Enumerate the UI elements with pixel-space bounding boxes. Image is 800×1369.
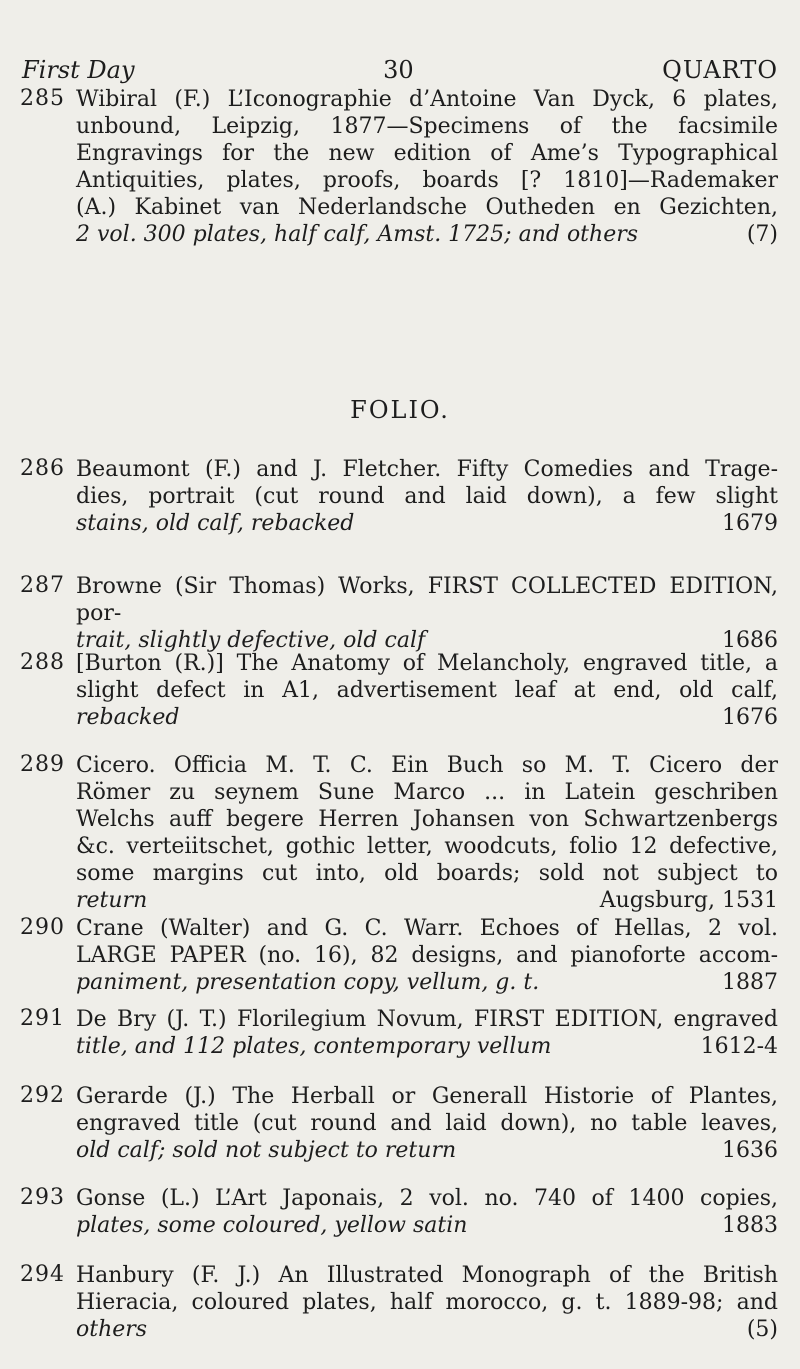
page-number: 30	[383, 56, 414, 84]
description-line: (A.) Kabinet van Nederlandsche Outheden en Gezichten,	[76, 195, 778, 220]
lot-number: 291	[20, 1006, 65, 1031]
lot-entry	[20, 1006, 778, 1060]
lot-entry	[20, 1083, 778, 1164]
description-line: Crane (Walter) and G. C. Warr. Echoes of Hellas, 2 vol.	[76, 916, 778, 941]
description-final-line	[76, 969, 778, 996]
description-final-line	[76, 887, 778, 914]
description-line: rebacked	[76, 705, 180, 730]
lot-date: 1686	[722, 628, 778, 653]
description-line: trait, slightly defective, old calf	[76, 628, 426, 653]
description-final-line	[76, 510, 778, 537]
description-final-line	[76, 704, 778, 731]
lot-description	[76, 456, 778, 537]
lot-number: 292	[20, 1083, 65, 1108]
lot-entry	[20, 1185, 778, 1239]
description-line: old calf; sold not subject to return	[76, 1138, 457, 1163]
description-line: Browne (Sir Thomas) Works, FIRST COLLECTED EDITION, por-	[76, 574, 778, 626]
lot-description	[76, 650, 778, 731]
lot-entry	[20, 573, 778, 654]
page-header	[22, 56, 778, 84]
lot-description	[76, 573, 778, 654]
lot-date: 1883	[722, 1213, 778, 1238]
description-line: LARGE PAPER (no. 16), 82 designs, and pianoforte accom-	[76, 943, 778, 968]
lot-description	[76, 1262, 778, 1343]
lot-date: 1887	[722, 970, 778, 995]
description-line: others	[76, 1317, 148, 1342]
lot-date: 1636	[722, 1138, 778, 1163]
lot-description	[76, 915, 778, 996]
description-line: some margins cut into, old boards; sold not subject to	[76, 861, 778, 886]
description-line: plates, some coloured, yellow satin	[76, 1213, 468, 1238]
lot-entry	[20, 752, 778, 914]
lot-entry	[20, 915, 778, 996]
description-line: slight defect in A1, advertisement leaf at end, old calf,	[76, 678, 778, 703]
description-line: Wibiral (F.) L’Iconographie d’Antoine Van Dyck, 6 plates,	[76, 87, 778, 112]
description-line: dies, portrait (cut round and laid down), a few slight	[76, 484, 778, 509]
description-line: &c. verteiitschet, gothic letter, woodcuts, folio 12 defective,	[76, 834, 778, 859]
description-line: Hanbury (F. J.) An Illustrated Monograph of the British	[76, 1263, 778, 1288]
description-final-line	[76, 1212, 778, 1239]
description-line: return	[76, 888, 148, 913]
description-line: [Burton (R.)] The Anatomy of Melancholy, engraved title, a	[76, 651, 778, 676]
lot-date: 1679	[722, 511, 778, 536]
description-final-line	[76, 1137, 778, 1164]
lot-description	[76, 752, 778, 914]
section-heading: FOLIO.	[350, 396, 450, 424]
header-format: QUARTO	[662, 56, 778, 84]
lot-description	[76, 86, 778, 248]
lot-number: 290	[20, 915, 65, 940]
description-final-line	[76, 1033, 778, 1060]
lot-number: 287	[20, 573, 65, 598]
lot-date: (7)	[746, 222, 778, 247]
description-line: paniment, presentation copy, vellum, g. t.	[76, 970, 540, 995]
description-line: De Bry (J. T.) Florilegium Novum, FIRST EDITION, engraved	[76, 1007, 778, 1032]
lot-entry	[20, 456, 778, 537]
description-line: Gerarde (J.) The Herball or Generall Historie of Plantes,	[76, 1084, 778, 1109]
lot-date: 1676	[722, 705, 778, 730]
lot-number: 286	[20, 456, 65, 481]
description-line: Cicero. Officia M. T. C. Ein Buch so M. T. Cicero der	[76, 753, 778, 778]
lot-number: 285	[20, 86, 65, 111]
lot-number: 294	[20, 1262, 65, 1287]
description-line: Römer zu seynem Sune Marco ... in Latein geschriben	[76, 780, 778, 805]
description-line: 2 vol. 300 plates, half calf, Amst. 1725; and others	[76, 222, 639, 247]
lot-entry	[20, 650, 778, 731]
lot-entry	[20, 1262, 778, 1343]
lot-description	[76, 1083, 778, 1164]
lot-number: 288	[20, 650, 65, 675]
lot-description	[76, 1185, 778, 1239]
description-line: Gonse (L.) L’Art Japonais, 2 vol. no. 740 of 1400 copies,	[76, 1186, 778, 1211]
description-line: Welchs auff begere Herren Johansen von Schwartzenbergs	[76, 807, 778, 832]
description-final-line	[76, 1316, 778, 1343]
lot-date: (5)	[746, 1317, 778, 1342]
description-line: engraved title (cut round and laid down), no table leaves,	[76, 1111, 778, 1136]
description-line: unbound, Leipzig, 1877—Specimens of the facsimile	[76, 114, 778, 139]
lot-date: Augsburg, 1531	[599, 888, 778, 913]
lot-number: 293	[20, 1185, 65, 1210]
description-line: Engravings for the new edition of Ame’s Typographical	[76, 141, 778, 166]
lot-description	[76, 1006, 778, 1060]
header-day: First Day	[22, 56, 135, 84]
lot-number: 289	[20, 752, 65, 777]
description-line: title, and 112 plates, contemporary vellum	[76, 1034, 552, 1059]
description-final-line	[76, 221, 778, 248]
description-line: stains, old calf, rebacked	[76, 511, 355, 536]
description-line: Hieracia, coloured plates, half morocco, g. t. 1889-98; and	[76, 1290, 778, 1315]
description-line: Antiquities, plates, proofs, boards [? 1810]—Rademaker	[76, 168, 778, 193]
lot-date: 1612-4	[700, 1034, 778, 1059]
lot-entry	[20, 86, 778, 248]
description-line: Beaumont (F.) and J. Fletcher. Fifty Comedies and Trage-	[76, 457, 778, 482]
